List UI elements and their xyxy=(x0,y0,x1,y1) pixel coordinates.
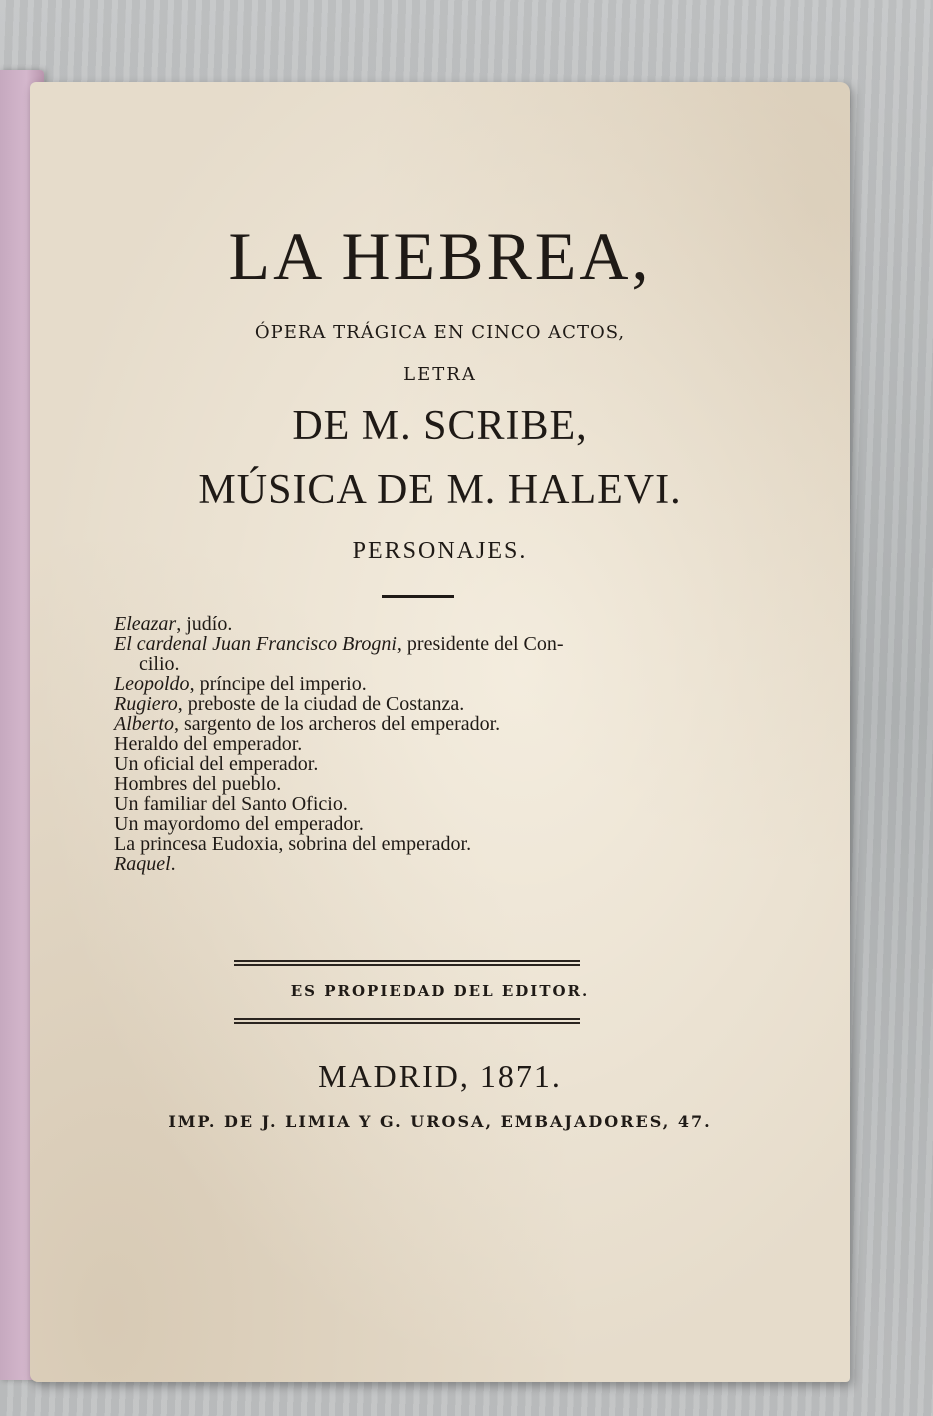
cast-item: Alberto, sargento de los archeros del emperador. xyxy=(114,713,501,735)
cast-item: Leopoldo, príncipe del imperio. xyxy=(114,673,367,695)
cast-list xyxy=(114,614,734,874)
cast-item: Rugiero, preboste de la ciudad de Costanza. xyxy=(114,693,465,715)
cast-item: Un mayordomo del emperador. xyxy=(114,813,364,835)
cast-item: Un oficial del emperador. xyxy=(114,753,319,775)
cast-item: El cardenal Juan Francisco Brogni, presidente del Con- xyxy=(114,633,564,655)
double-rule-top xyxy=(234,960,580,966)
opera-title: LA HEBREA, xyxy=(228,218,652,294)
copyright-notice: ES PROPIEDAD DEL EDITOR. xyxy=(290,982,590,1000)
lyrics-label: LETRA xyxy=(403,364,477,385)
composer-line: MÚSICA DE M. HALEVI. xyxy=(198,467,682,513)
printer-imprint: IMP. DE J. LIMIA Y G. UROSA, EMBAJADORES, 47. xyxy=(168,1112,712,1131)
cast-item: Heraldo del emperador. xyxy=(114,733,303,755)
imprint-city-year: MADRID, 1871. xyxy=(318,1058,562,1094)
cast-item: Hombres del pueblo. xyxy=(114,773,282,795)
librettist-line: DE M. SCRIBE, xyxy=(292,403,588,449)
double-rule-bottom xyxy=(234,1018,580,1024)
characters-heading: PERSONAJES. xyxy=(352,538,528,564)
cast-item: cilio. xyxy=(139,653,180,675)
cast-item: Un familiar del Santo Oficio. xyxy=(114,793,348,815)
cast-item: Raquel. xyxy=(114,853,176,875)
heading-divider xyxy=(382,595,454,598)
title-page xyxy=(30,82,850,1382)
cast-item: Eleazar, judío. xyxy=(114,613,233,635)
cast-item: La princesa Eudoxia, sobrina del emperador. xyxy=(114,833,472,855)
opera-subtitle: ÓPERA TRÁGICA EN CINCO ACTOS, xyxy=(254,322,626,343)
